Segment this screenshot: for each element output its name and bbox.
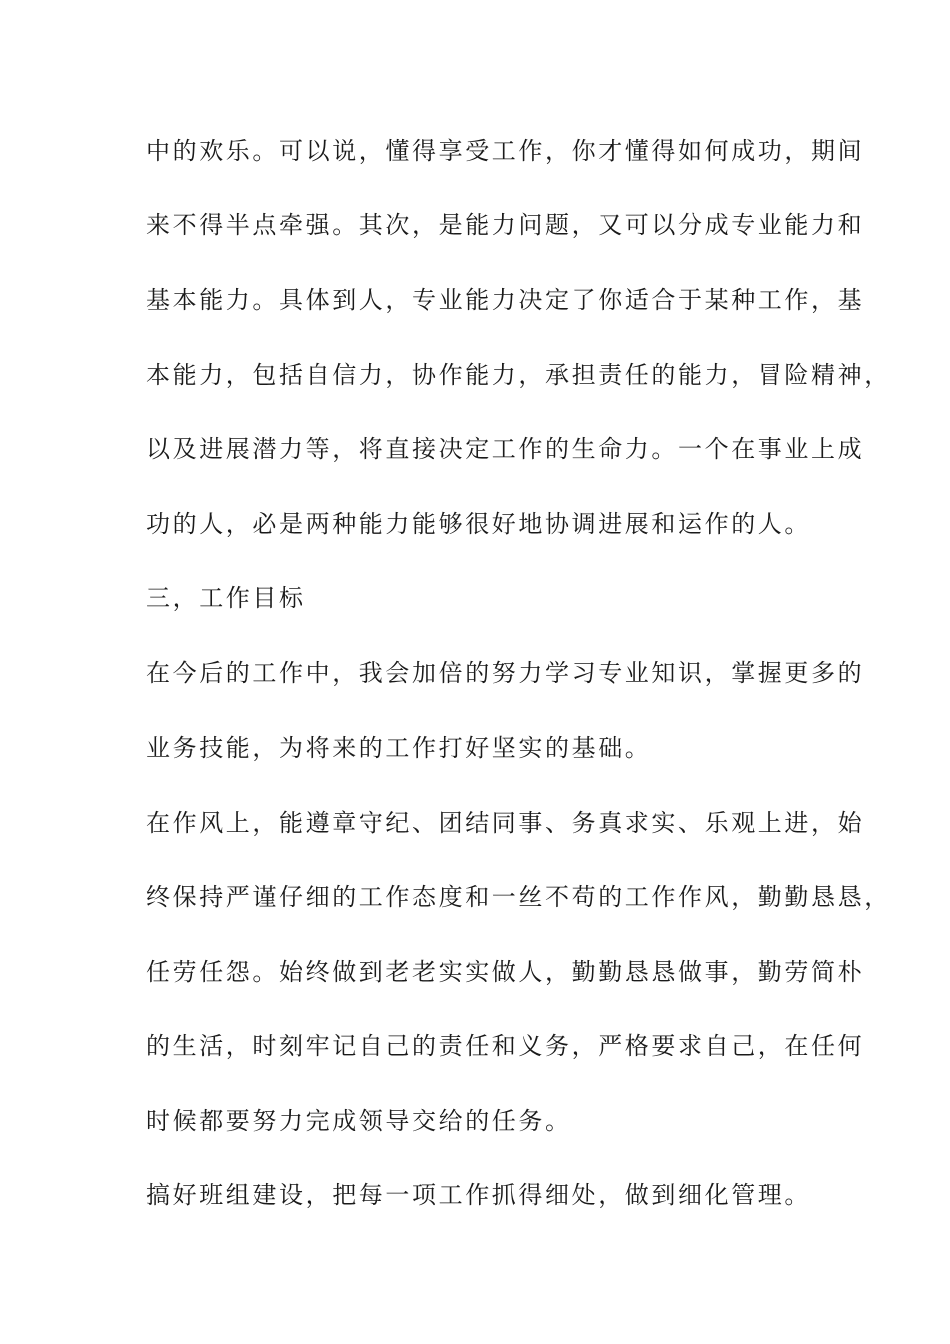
text-line-2: 来不得半点牵强。其次，是能力问题，又可以分成专业能力和 — [146, 211, 865, 239]
text-line-1: 中的欢乐。可以说，懂得享受工作，你才懂得如何成功，期间 — [146, 137, 865, 165]
text-line-11: 终保持严谨仔细的工作态度和一丝不苟的工作作风，勤勤恳恳， — [146, 883, 891, 911]
text-line-6: 功的人，必是两种能力能够很好地协调进展和运作的人。 — [146, 510, 811, 538]
text-line-5: 以及进展潜力等，将直接决定工作的生命力。一个在事业上成 — [146, 435, 865, 463]
text-line-8: 在今后的工作中，我会加倍的努力学习专业知识，掌握更多的 — [146, 659, 865, 687]
text-line-13: 的生活，时刻牢记自己的责任和义务，严格要求自己，在任何 — [146, 1032, 865, 1060]
text-line-4: 本能力，包括自信力，协作能力，承担责任的能力，冒险精神， — [146, 361, 891, 389]
text-line-12: 任劳任怨。始终做到老老实实做人，勤勤恳恳做事，勤劳简朴 — [146, 958, 865, 986]
text-line-14: 时候都要努力完成领导交给的任务。 — [146, 1107, 572, 1135]
text-line-10: 在作风上，能遵章守纪、团结同事、务真求实、乐观上进，始 — [146, 809, 865, 837]
text-line-3: 基本能力。具体到人，专业能力决定了你适合于某种工作，基 — [146, 286, 865, 314]
section-heading: 三，工作目标 — [146, 584, 306, 612]
text-line-9: 业务技能，为将来的工作打好坚实的基础。 — [146, 734, 652, 762]
text-line-15: 搞好班组建设，把每一项工作抓得细处，做到细化管理。 — [146, 1181, 811, 1209]
